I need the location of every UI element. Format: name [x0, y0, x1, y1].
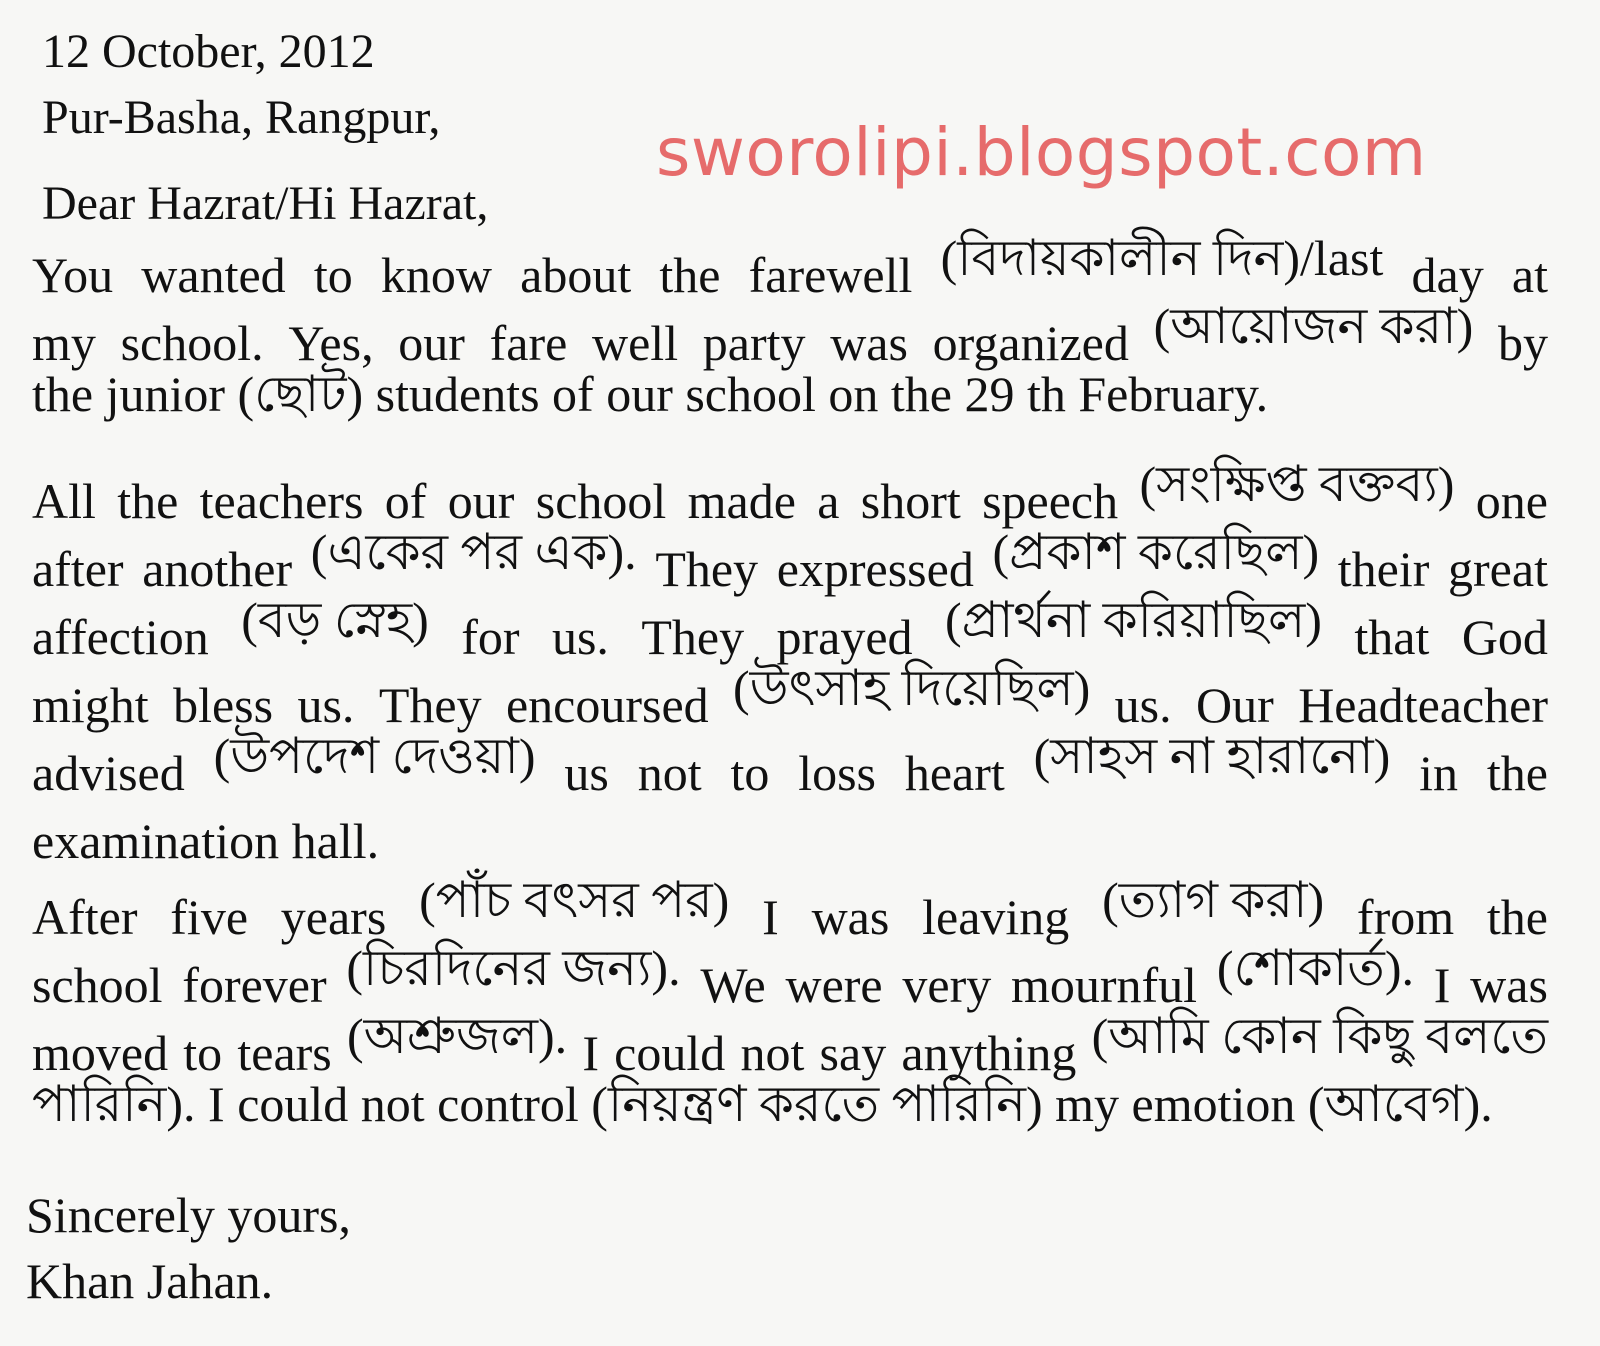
line-word: bless: [173, 677, 274, 733]
line-word: day: [1411, 247, 1484, 303]
line-word: Yes,: [288, 315, 374, 371]
line-word: (আমি কোন কিছু বলতে: [1091, 1008, 1548, 1064]
line-word: loss: [798, 745, 876, 801]
line-word: affection: [32, 609, 209, 665]
line-word: not: [740, 1025, 805, 1081]
line-word: heart: [904, 745, 1005, 801]
line-word: speech: [982, 473, 1119, 529]
line-word: (উপদেশ দেওয়া): [213, 728, 536, 784]
line-word: five: [170, 889, 249, 945]
line-word: moved: [32, 1025, 169, 1081]
paragraph-teachers-speech: [32, 456, 1548, 870]
line-word: our: [398, 315, 465, 371]
line-word: Headteacher: [1298, 677, 1548, 733]
line-word: (ত্যাগ করা): [1102, 872, 1325, 928]
line-word: (উৎসাহ দিয়েছিল): [733, 660, 1091, 716]
line-word: (সংক্ষিপ্ত বক্তব্য): [1139, 456, 1455, 512]
line-word: us.: [551, 609, 609, 665]
line-word: advised: [32, 745, 185, 801]
line-word: the: [659, 247, 721, 303]
line-word: well: [592, 315, 679, 371]
line-word: fare: [489, 315, 568, 371]
line-word: I: [762, 889, 779, 945]
line-word: in: [1419, 745, 1459, 801]
line-word: tears: [237, 1025, 332, 1081]
line-word: that: [1354, 609, 1430, 665]
line-word: God: [1461, 609, 1548, 665]
line-word: say: [819, 1025, 887, 1081]
line-word: They: [655, 541, 759, 597]
line-word: about: [520, 247, 632, 303]
paragraph-line: [32, 728, 1548, 802]
line-word: the: [117, 473, 179, 529]
line-word: mournful: [1010, 957, 1198, 1013]
line-word: very: [902, 957, 992, 1013]
line-word: party: [702, 315, 806, 371]
line-word: us.: [297, 677, 355, 733]
letter-signature: Khan Jahan.: [26, 1253, 274, 1309]
line-word: I: [582, 1025, 599, 1081]
line-word: the: [1486, 745, 1548, 801]
line-word: were: [785, 957, 883, 1013]
line-word: (শোকার্ত).: [1216, 940, 1414, 996]
line-word: I: [1433, 957, 1451, 1013]
line-word: (সাহস না হারানো): [1033, 728, 1391, 784]
line-word: (বড় স্নেহ): [241, 592, 429, 648]
line-word: organized: [932, 315, 1129, 371]
paragraph-line: [32, 456, 1548, 530]
line-word: by: [1497, 315, 1548, 371]
line-word: (আয়োজন করা): [1153, 298, 1474, 354]
line-word: (প্রকাশ করেছিল): [992, 524, 1320, 580]
line-word: forever: [182, 957, 327, 1013]
line-word: was: [830, 315, 908, 371]
line-word: (বিদায়কালীন দিন)/last: [940, 230, 1384, 286]
line-word: teachers: [199, 473, 364, 529]
line-word: the junior (ছোট) students of our school on the 29 th February.: [32, 366, 1269, 422]
line-word: their: [1337, 541, 1430, 597]
paragraph-line: [32, 802, 1548, 870]
line-word: expressed: [776, 541, 974, 597]
line-word: anything: [901, 1025, 1077, 1081]
line-word: short: [860, 473, 961, 529]
letter-closing: Sincerely yours,: [26, 1187, 351, 1243]
line-word: us.: [1114, 677, 1172, 733]
line-word: might: [32, 677, 149, 733]
line-word: our: [447, 473, 515, 529]
line-word: great: [1448, 541, 1548, 597]
paragraph-farewell-intro: [32, 230, 1548, 440]
paragraph-line: [32, 366, 1548, 440]
line-word: school.: [120, 315, 264, 371]
line-word: leaving: [922, 889, 1070, 945]
line-word: years: [280, 889, 387, 945]
line-word: All: [32, 473, 96, 529]
paragraph-line: [32, 1076, 1548, 1150]
line-word: another: [142, 541, 293, 597]
line-word: of: [384, 473, 427, 529]
line-word: (পাঁচ বৎসর পর): [419, 872, 730, 928]
line-word: was: [1470, 957, 1548, 1013]
line-word: (প্রার্থনা করিয়াছিল): [945, 592, 1322, 648]
line-word: was: [811, 889, 890, 945]
line-word: You: [32, 247, 114, 303]
line-word: They: [641, 609, 745, 665]
line-word: know: [380, 247, 492, 303]
line-word: encoursed: [505, 677, 709, 733]
line-word: wanted: [141, 247, 286, 303]
line-word: to: [313, 247, 353, 303]
line-word: After: [32, 889, 138, 945]
line-word: Our: [1196, 677, 1274, 733]
line-word: school: [32, 957, 163, 1013]
line-word: one: [1475, 473, 1548, 529]
letter-date: 12 October, 2012: [42, 25, 375, 78]
line-word: after: [32, 541, 124, 597]
line-word: farewell: [748, 247, 913, 303]
line-word: (একের পর এক).: [310, 524, 637, 580]
line-word: could: [614, 1025, 726, 1081]
line-word: (চিরদিনের জন্য).: [346, 940, 681, 996]
line-word: for: [461, 609, 520, 665]
line-word: We: [700, 957, 766, 1013]
line-word: a: [817, 473, 840, 529]
line-word: examination hall.: [32, 813, 380, 869]
line-word: to: [183, 1025, 223, 1081]
line-word: prayed: [776, 609, 913, 665]
line-word: us: [564, 745, 609, 801]
line-word: to: [730, 745, 770, 801]
paragraph-leaving-school: [32, 872, 1548, 1150]
line-word: at: [1511, 247, 1548, 303]
letter-salutation: Dear Hazrat/Hi Hazrat,: [42, 177, 489, 230]
line-word: the: [1486, 889, 1548, 945]
line-word: from: [1356, 889, 1455, 945]
line-word: They: [378, 677, 482, 733]
line-word: made: [687, 473, 796, 529]
line-word: my: [32, 315, 96, 371]
line-word: school: [535, 473, 667, 529]
line-word: (অশ্রুজল).: [346, 1008, 568, 1064]
letter-address: Pur-Basha, Rangpur,: [42, 91, 441, 144]
line-word: not: [637, 745, 702, 801]
line-word: পারিনি). I could not control (নিয়ন্ত্রণ করতে পারিনি) my emotion (আবেগ).: [32, 1076, 1493, 1132]
watermark: sworolipi.blogspot.com: [656, 114, 1427, 191]
